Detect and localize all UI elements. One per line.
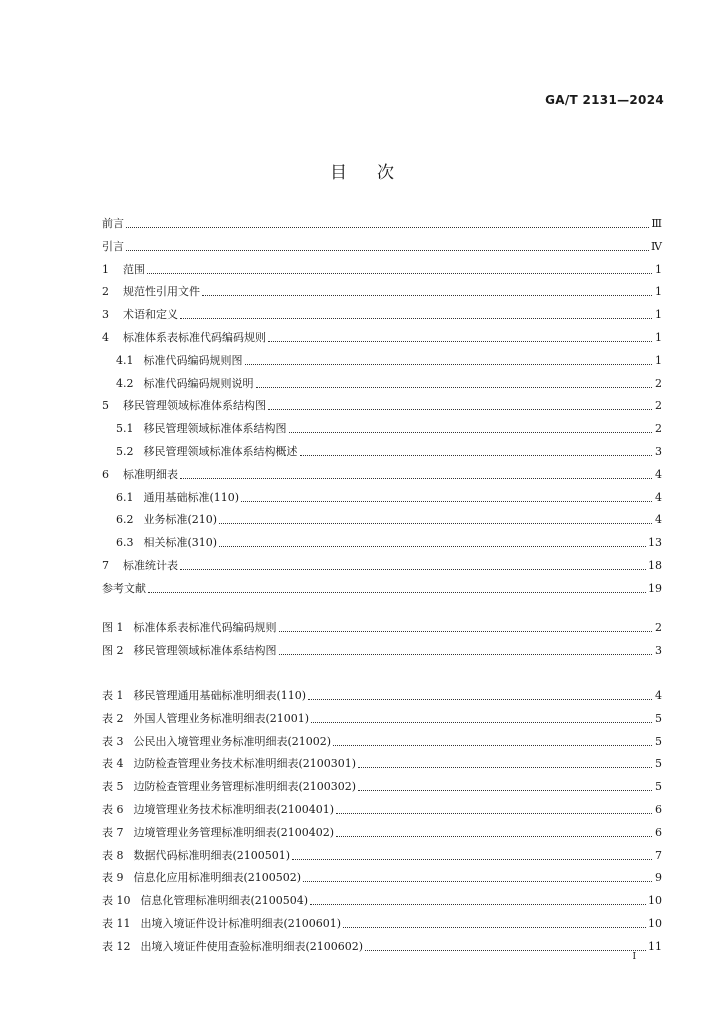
toc-entry-label: 出境入境证件设计标准明细表(2100601) — [140, 917, 342, 930]
toc-entry-label: 业务标准(210) — [143, 513, 218, 527]
toc-entry-page: Ⅳ — [651, 239, 662, 253]
toc-entry-page: 5 — [655, 757, 662, 771]
toc-entry-page: 1 — [655, 285, 662, 299]
toc-entry-label: 边境管理业务管理标准明细表(2100402) — [133, 825, 335, 839]
toc-entry-label: 数据代码标准明细表(2100501) — [133, 848, 291, 862]
toc-entry-label: 引言 — [102, 239, 124, 253]
toc-entry-number: 表 8 — [102, 848, 124, 862]
toc-entry-label: 移民管理通用基础标准明细表(110) — [133, 689, 307, 702]
toc-entry-page: 7 — [655, 848, 662, 862]
toc-entry-number: 表 3 — [102, 734, 124, 748]
toc-entry-page: 2 — [655, 422, 662, 436]
toc-entry-number: 表 4 — [102, 757, 124, 771]
leader-dots — [336, 836, 652, 837]
toc-entry-page: 1 — [655, 308, 662, 322]
toc-entry-page: 1 — [655, 331, 662, 344]
toc-entry-label: 标准明细表 — [123, 467, 178, 481]
toc-entry[interactable] — [116, 485, 662, 505]
leader-dots — [336, 813, 652, 814]
toc-entry-number: 表 10 — [102, 894, 131, 908]
toc-entry-page: 5 — [655, 780, 662, 794]
toc-entry-page: 11 — [648, 939, 662, 953]
toc-entry-number: 表 9 — [102, 871, 124, 885]
toc-entry-label: 信息化管理标准明细表(2100504) — [140, 894, 309, 908]
toc-entry-page: 9 — [655, 871, 662, 885]
toc-entry-page: 6 — [655, 803, 662, 816]
leader-dots — [219, 546, 646, 547]
toc-entry-label: 边防检查管理业务管理标准明细表(2100302) — [133, 780, 357, 794]
toc-entry-page: 1 — [655, 262, 662, 276]
toc-entry[interactable] — [102, 888, 662, 908]
toc-entry-label: 规范性引用文件 — [123, 285, 200, 299]
toc-entry-label: 公民出入境管理业务标准明细表(21002) — [133, 734, 332, 748]
toc-entry[interactable] — [102, 576, 662, 596]
leader-dots — [279, 631, 653, 632]
toc-entry[interactable] — [102, 325, 662, 345]
toc-entry[interactable] — [116, 530, 662, 550]
toc-entry-page: 2 — [655, 376, 662, 390]
toc-entry-number: 表 7 — [102, 825, 124, 839]
leader-dots — [279, 654, 653, 655]
toc-entry-page: 4 — [655, 467, 662, 481]
leader-dots — [180, 318, 652, 319]
toc-entry-label: 出境入境证件使用查验标准明细表(2100602) — [140, 939, 364, 953]
toc-entry-number: 4.1 — [116, 353, 134, 367]
toc-entry[interactable] — [102, 706, 662, 726]
toc-entry[interactable] — [102, 911, 662, 931]
toc-entry-number: 4 — [102, 331, 109, 344]
leader-dots — [300, 455, 653, 456]
toc-entry[interactable] — [102, 843, 662, 863]
toc-entry-number: 6.2 — [116, 513, 134, 527]
leader-dots — [343, 927, 646, 928]
toc-entry-label: 标准代码编码规则说明 — [143, 376, 254, 390]
leader-dots — [268, 409, 652, 410]
toc-entry-number: 5 — [102, 399, 109, 413]
toc-entry-page: 3 — [655, 643, 662, 657]
toc-entry-page: 18 — [648, 559, 662, 572]
toc-entry[interactable] — [102, 462, 662, 482]
toc-entry[interactable] — [102, 774, 662, 794]
toc-entry-page: 19 — [648, 581, 662, 595]
leader-dots — [147, 273, 652, 274]
toc-entry-label: 标准统计表 — [123, 559, 178, 572]
toc-entry[interactable] — [102, 751, 662, 771]
toc-entry-label: 移民管理领域标准体系结构图 — [123, 399, 266, 413]
toc-entry[interactable] — [102, 211, 662, 231]
toc-entry-label: 标准体系表标准代码编码规则 — [133, 621, 277, 634]
leader-dots — [219, 523, 652, 524]
toc-entry-number: 3 — [102, 308, 109, 322]
toc-entry-page: 2 — [655, 621, 662, 634]
leader-dots — [310, 904, 646, 905]
leader-dots — [126, 250, 649, 251]
toc-entry[interactable] — [102, 729, 662, 749]
toc-entry[interactable] — [102, 393, 662, 413]
toc-entry-number: 4.2 — [116, 376, 134, 390]
toc-entry[interactable] — [102, 302, 662, 322]
leader-dots — [365, 950, 646, 951]
leader-dots — [148, 592, 646, 593]
toc-entry-page: 4 — [655, 513, 662, 527]
leader-dots — [358, 790, 652, 791]
toc-entry[interactable] — [102, 257, 662, 277]
toc-entry-number: 图 1 — [102, 621, 124, 634]
toc-entry-label: 通用基础标准(110) — [143, 490, 240, 504]
toc-entry-page: 3 — [655, 445, 662, 458]
toc-entry[interactable] — [102, 638, 662, 658]
toc-entry[interactable] — [102, 234, 662, 254]
toc-entry-number: 图 2 — [102, 643, 124, 657]
toc-entry-number: 7 — [102, 559, 109, 572]
leader-dots — [268, 341, 652, 342]
toc-entry-label: 边防检查管理业务技术标准明细表(2100301) — [133, 757, 357, 771]
toc-entry-label: 前言 — [102, 217, 124, 230]
toc-entry-number: 2 — [102, 285, 109, 299]
toc-entry-page: 10 — [648, 917, 662, 930]
toc-entry[interactable] — [116, 371, 662, 391]
toc-entry-page: 5 — [655, 711, 662, 725]
page-title: 目次 — [330, 163, 424, 183]
toc-entry[interactable] — [102, 865, 662, 885]
footer-page-number: I — [632, 952, 636, 962]
leader-dots — [202, 295, 652, 296]
leader-dots — [308, 699, 652, 700]
leader-dots — [180, 569, 646, 570]
leader-dots — [358, 767, 652, 768]
toc-entry[interactable] — [102, 615, 662, 635]
toc-entry-number: 表 2 — [102, 711, 124, 725]
toc-entry-number: 5.2 — [116, 445, 134, 458]
toc-entry-page: 2 — [655, 399, 662, 413]
toc-entry-number: 表 12 — [102, 939, 131, 953]
toc-entry[interactable] — [116, 416, 662, 436]
toc-entry-label: 标准体系表标准代码编码规则 — [123, 331, 266, 344]
leader-dots — [311, 722, 652, 723]
toc-entry-label: 边境管理业务技术标准明细表(2100401) — [133, 803, 335, 816]
toc-entry[interactable] — [116, 507, 662, 527]
toc-entry[interactable] — [116, 348, 662, 368]
leader-dots — [241, 501, 652, 502]
toc-entry-label: 术语和定义 — [123, 308, 178, 322]
toc-entry-label: 参考文献 — [102, 581, 146, 595]
toc-entry-number: 1 — [102, 262, 109, 276]
toc-entry-page: 10 — [648, 894, 662, 908]
toc-entry-number: 6.3 — [116, 536, 134, 550]
toc-entry-page: 6 — [655, 825, 662, 839]
toc-entry-label: 外国人管理业务标准明细表(21001) — [133, 711, 310, 725]
toc-entry-label: 相关标准(310) — [143, 536, 218, 550]
leader-dots — [292, 859, 652, 860]
leader-dots — [126, 227, 649, 228]
toc-entry-number: 6 — [102, 467, 109, 481]
leader-dots — [180, 478, 652, 479]
toc-entry[interactable] — [116, 439, 662, 459]
toc-entry[interactable] — [102, 934, 662, 954]
toc-entry-label: 移民管理领域标准体系结构图 — [143, 422, 287, 436]
leader-dots — [245, 364, 653, 365]
toc-entry-label: 移民管理领域标准体系结构概述 — [143, 445, 298, 458]
toc-entry[interactable] — [102, 820, 662, 840]
toc-entry-page: 4 — [655, 490, 662, 504]
toc-entry-number: 表 11 — [102, 917, 131, 930]
leader-dots — [289, 432, 653, 433]
toc-entry-label: 移民管理领域标准体系结构图 — [133, 643, 277, 657]
leader-dots — [333, 745, 652, 746]
toc-entry-number: 表 6 — [102, 803, 124, 816]
toc-entry-label: 范围 — [123, 262, 145, 276]
leader-dots — [256, 387, 653, 388]
toc-entry[interactable] — [102, 797, 662, 817]
toc-entry-number: 表 5 — [102, 780, 124, 794]
toc-entry[interactable] — [102, 279, 662, 299]
toc-entry-page: 4 — [655, 689, 662, 702]
toc-entry-label: 信息化应用标准明细表(2100502) — [133, 871, 302, 885]
toc-entry-page: 1 — [655, 353, 662, 367]
toc-entry-number: 5.1 — [116, 422, 134, 436]
toc-entry-number: 6.1 — [116, 490, 134, 504]
toc-entry[interactable] — [102, 683, 662, 703]
toc-entry-page: Ⅲ — [651, 217, 662, 230]
toc-entry-label: 标准代码编码规则图 — [143, 353, 243, 367]
toc-entry-page: 5 — [655, 734, 662, 748]
standard-code: GA/T 2131—2024 — [545, 93, 664, 107]
toc-entry[interactable] — [102, 553, 662, 573]
toc-entry-number: 表 1 — [102, 689, 124, 702]
leader-dots — [303, 881, 652, 882]
toc-entry-page: 13 — [648, 536, 662, 550]
